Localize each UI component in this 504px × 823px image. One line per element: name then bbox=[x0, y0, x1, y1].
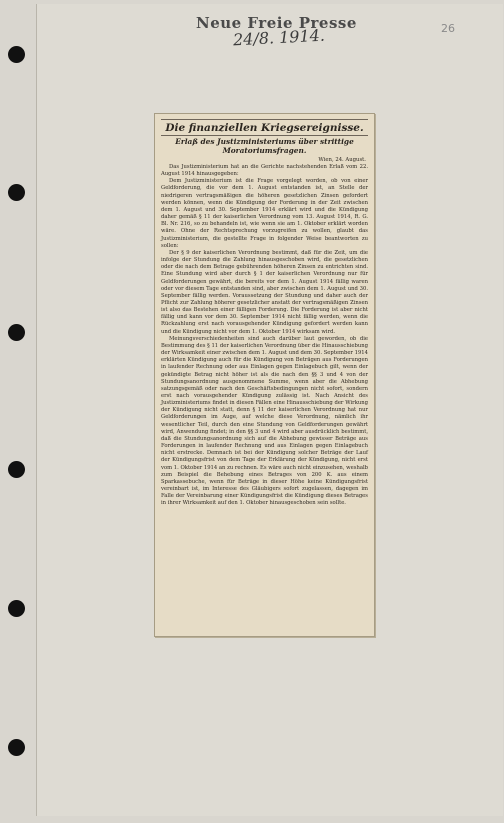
page-number: 26 bbox=[441, 22, 455, 35]
binder-hole-6 bbox=[8, 739, 25, 756]
article-paragraph: Meinungsverschiedenheiten sind auch darüber laut geworden, ob die Bestimmung des § 11 der kaiserlichen Verordnung über die Hinausschiebung der Wirksamkeit einer zwischen dem 1. August und dem 30. September 1914 erklärten Kündigung auch für die Kündigung von Beträgen aus Forderungen in laufender Rechnung oder aus Einlagen gegen Einlagebuch gilt, wenn der gekündigte Betrag nicht höher ist als die nach den §§ 3 und 4 von der Stundungsanordnung ausgenommene Summe, wenn aber die Abhebung satzungsgemäß oder nach den Geschäftsbedingungen nicht sofort, sondern erst nach vorausgehender Kündigung zulässig ist. Nach Ansicht des Justizministeriums findet in diesen Fällen eine Hinausschiebung der Wirkung der Kündigung nicht statt, denn § 11 der kaiserlichen Verordnung hat nur Geldforderungen im Auge, auf welche diese Verordnung, nämlich ihr wesentlicher Teil, durch den eine Stundung von Geldforderungen gewährt wird, Anwendung findet; in den §§ 3 und 4 wird aber ausdrücklich bestimmt, daß die Stundungsanordnung sich auf die Abhebung gewisser Beträge aus Forderungen in laufender Rechnung und aus Einlagen gegen Einlagebuch nicht erstrecke. Demnach ist bei der Kündigung solcher Beträge der Lauf der Kündigungsfrist von dem Tage der Erklärung der Kündigung, nicht erst vom 1. Oktober 1914 an zu rechnen. Es wäre auch nicht einzusehen, weshalb zum Beispiel die Behebung eines Betrages von 200 K. aus einem Sparkassebuche, wenn für Beträge in dieser Höhe keine Kündigungsfrist vereinbart ist, im Interesse des Gläubigers sofort zugelassen, dagegen im Falle der Vereinbarung einer Kündigungsfrist die Kündigung dieses Betrages in ihrer Wirksamkeit auf den 1. Oktober hinausgeschoben sein sollte. bbox=[161, 335, 368, 507]
handwritten-date: 24/8. 1914. bbox=[232, 25, 326, 50]
binder-hole-1 bbox=[8, 46, 25, 63]
article-paragraph: Der § 9 der kaiserlichen Verordnung bestimmt, daß für die Zeit, um die infolge der Stundung die Zahlung hinausgeschoben wird, die gesetzlichen oder die nach dem Betrage gebührenden höheren Zinsen zu entrichten sind. Eine Stundung wird aber durch § 1 der kaiserlichen Verordnung nur für Geldforderungen gewährt, die bereits vor dem 1. August 1914 fällig waren oder vor diesem Tage entstanden sind, aber zwischen dem 1. August und 30. September fällig werden. Voraussetzung der Stundung und daher auch der Pflicht zur Zahlung höherer gesetzlicher anstatt der vertragsmäßigen Zinsen ist also das Bestehen einer fälligen Forderung. Die Forderung ist aber nicht fällig und kann vor dem 30. September 1914 nicht fällig werden, wenn die Rückzahlung erst nach vorausgehender Kündigung gefordert werden kann und die Kündigung nicht vor dem 1. Oktober 1914 wirksam wird. bbox=[161, 249, 368, 335]
article-dateline: Wien, 24. August. bbox=[318, 157, 366, 163]
article-headline: Die finanziellen Kriegsereignisse. bbox=[165, 122, 364, 134]
binder-hole-4 bbox=[8, 461, 25, 478]
newspaper-clipping bbox=[154, 113, 375, 637]
binder-hole-5 bbox=[8, 600, 25, 617]
article-paragraph: Das Justizministerium hat an die Gerichte nachstehenden Erlaß vom 22. August 1914 hinausgegeben: bbox=[161, 164, 368, 178]
article-paragraph: Dem Justizministerium ist die Frage vorgelegt worden, ob von einer Geldforderung, die vor dem 1. August entstanden ist, an Stelle der niedrigeren vertragsmäßigen die höheren gesetzlichen Zinsen gefordert werden können, wenn die Kündigung der Forderung in der Zeit zwischen dem 1. August und 30. September 1914 erklärt wird und die Kündigung daher gemäß § 11 der kaiserlichen Verordnung vom 13. August 1914, R. G. Bl. Nr. 216, so zu behandeln ist, wie wenn sie am 1. Oktober erklärt worden wäre. Ohne der Rechtsprechung vorzugreifen zu wollen, glaubt das Justizministerium, die gestellte Frage in folgender Weise beantworten zu sollen: bbox=[161, 178, 368, 249]
top-rule bbox=[161, 119, 368, 120]
newspaper-title: Neue Freie Presse bbox=[196, 14, 357, 32]
headline-rule bbox=[161, 135, 368, 136]
binder-hole-2 bbox=[8, 184, 25, 201]
article-subheadline: Erlaß des Justizministeriums über strittige Moratoriumsfragen. bbox=[175, 137, 354, 155]
binder-hole-3 bbox=[8, 324, 25, 341]
